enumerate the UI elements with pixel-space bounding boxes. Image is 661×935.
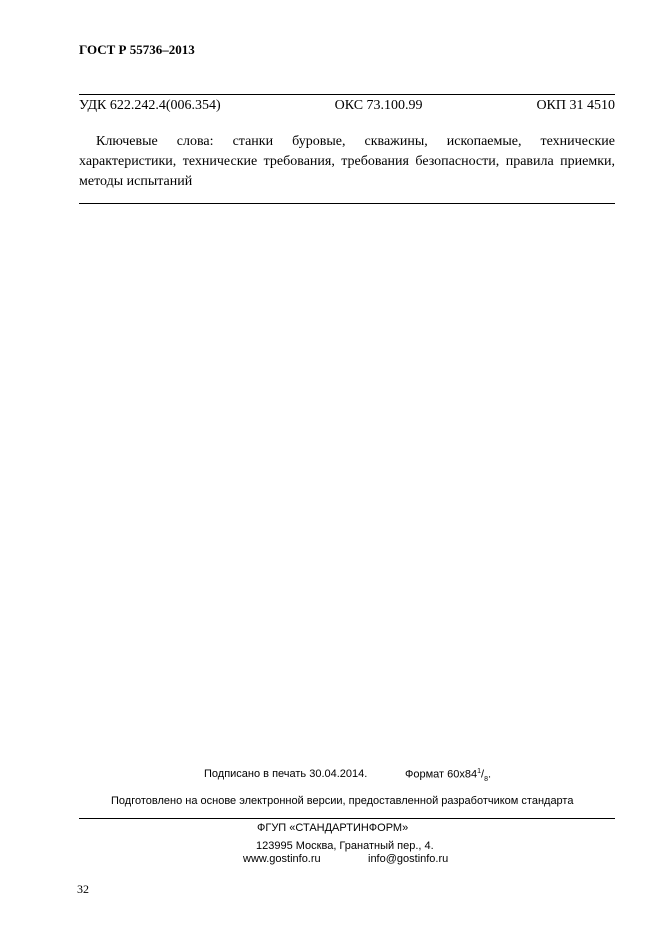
format-numerator: 1 xyxy=(477,768,482,775)
publisher-email[interactable]: info@gostinfo.ru xyxy=(368,853,449,865)
okp-code: ОКП 31 4510 xyxy=(536,98,615,113)
classification-line xyxy=(79,98,615,114)
oks-code: ОКС 73.100.99 xyxy=(334,98,423,113)
publisher-website[interactable]: www.gostinfo.ru xyxy=(243,853,321,865)
print-format: Формат $60x84^1/_8$. xyxy=(405,768,492,783)
udk-code: УДК 622.242.4(006.354) xyxy=(79,98,221,113)
page-number: 32 xyxy=(77,882,89,896)
format-label: Формат 60x84 xyxy=(405,768,478,781)
keywords-paragraph: Ключевые слова: станки буровые, скважины, ископаемые, технические характеристики, технические требования, требования безопасности, правила приемки, методы испытаний xyxy=(79,134,615,189)
publisher-address: 123995 Москва, Гранатный пер., 4. xyxy=(256,840,434,852)
prepared-note: Подготовлено на основе электронной версии, предоставленной разработчиком стандарта xyxy=(111,795,574,807)
imprint-divider xyxy=(79,818,615,819)
format-denominator: 8 xyxy=(484,775,488,783)
format-suffix: . xyxy=(487,768,492,781)
keywords-divider xyxy=(79,203,615,204)
publisher-name: ФГУП «СТАНДАРТИНФОРМ» xyxy=(257,822,409,834)
signed-date: Подписано в печать 30.04.2014. xyxy=(204,768,368,780)
top-divider xyxy=(79,94,615,95)
standard-code: ГОСТ Р 55736–2013 xyxy=(79,42,195,57)
